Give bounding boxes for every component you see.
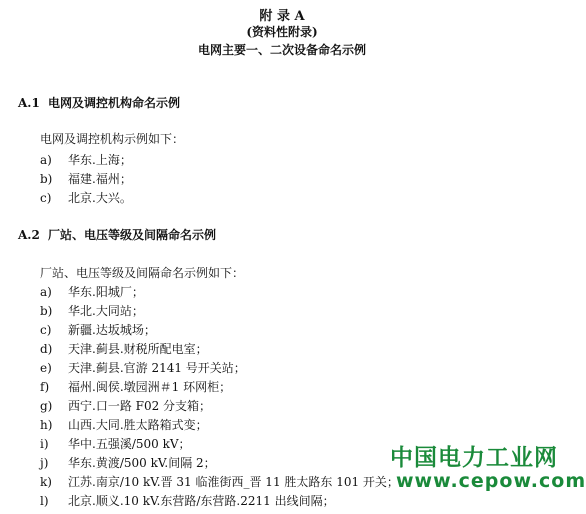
section-number: A.2 <box>18 228 40 242</box>
list-text: 华中.五强溪/500 kV； <box>68 437 191 451</box>
list-item <box>40 397 211 414</box>
list-item <box>40 170 132 187</box>
section-title: 厂站、电压等级及间隔命名示例 <box>48 228 217 242</box>
list-label: d) <box>40 342 53 356</box>
list-item <box>40 151 132 168</box>
section-intro: 电网及调控机构示例如下： <box>40 132 185 146</box>
watermark-title: 中国电力工业网 <box>390 445 558 471</box>
appendix-type: (资料性附录) <box>246 25 318 39</box>
list-text: 福建.福州； <box>68 172 132 186</box>
list-item <box>40 378 231 395</box>
list-label: g) <box>40 399 53 413</box>
list-label: f) <box>40 380 50 394</box>
list-text: 天津.蓟县.官游 2141 号开关站； <box>68 361 246 375</box>
list-text: 北京.大兴。 <box>68 191 132 205</box>
list-item <box>40 454 216 471</box>
list-text: 西宁.口一路 F02 分支箱； <box>68 399 212 413</box>
list-label: b) <box>40 172 53 186</box>
list-label: h) <box>40 418 53 432</box>
section-number: A.1 <box>18 96 40 110</box>
list-text: 江苏.南京/10 kV.晋 31 临淮街西_晋 11 胜太路东 101 开关； <box>68 475 399 489</box>
list-text: 华东.黄渡/500 kV.间隔 2； <box>68 456 216 470</box>
list-label: b) <box>40 304 53 318</box>
list-text: 天津.蓟县.财税所配电室； <box>68 342 208 356</box>
appendix-label: 附 录 A <box>259 9 305 24</box>
list-text: 华北.大同站； <box>68 304 144 318</box>
list-item <box>40 416 208 433</box>
list-label: c) <box>40 191 52 205</box>
appendix-title: 电网主要一、二次设备命名示例 <box>197 43 366 57</box>
list-item <box>40 492 335 509</box>
list-text: 北京.顺义.10 kV.东营路/东营路.2211 出线间隔； <box>68 494 335 508</box>
list-label: a) <box>40 153 52 167</box>
list-text: 福州.闽侯.墩园洲＃1 环网柜； <box>68 380 232 394</box>
list-item <box>40 283 144 300</box>
list-label: l) <box>40 494 49 508</box>
list-item <box>40 473 399 490</box>
list-item <box>40 435 191 452</box>
section-title: 电网及调控机构命名示例 <box>48 96 181 110</box>
list-label: e) <box>40 361 52 375</box>
list-label: a) <box>40 285 52 299</box>
list-text: 华东.上海； <box>68 153 132 167</box>
list-label: j) <box>40 456 49 470</box>
list-text: 山西.大同.胜太路箱式变； <box>68 418 208 432</box>
list-label: k) <box>40 475 52 489</box>
list-label: c) <box>40 323 52 337</box>
list-text: 新疆.达坂城场； <box>68 323 156 337</box>
list-item <box>40 321 156 338</box>
list-item <box>40 359 246 376</box>
section-heading-a1 <box>18 94 180 111</box>
list-item <box>40 189 132 206</box>
list-item <box>40 340 208 357</box>
list-label: i) <box>40 437 49 451</box>
list-item <box>40 302 144 319</box>
watermark-url: www.cepow.com <box>396 470 586 492</box>
section-heading-a2 <box>18 226 216 243</box>
section-intro: 厂站、电压等级及间隔命名示例如下： <box>40 266 245 280</box>
list-text: 华东.阳城厂； <box>68 285 144 299</box>
